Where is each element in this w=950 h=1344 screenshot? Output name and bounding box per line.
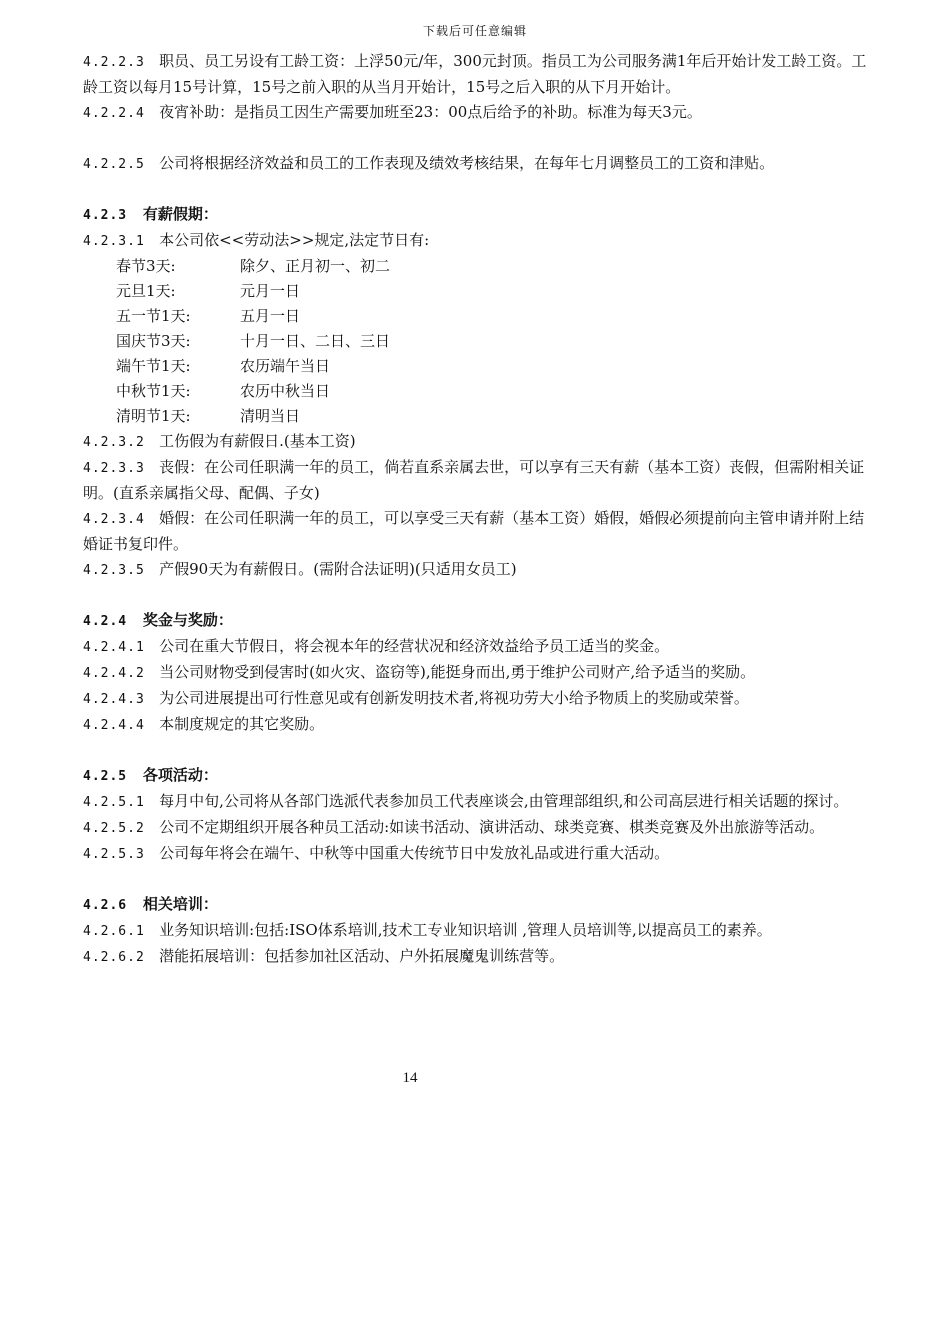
section-title: 相关培训：: [142, 895, 218, 913]
holiday-name: 国庆节3天:: [116, 332, 191, 350]
section-heading-4-2-6: [83, 892, 868, 918]
holiday-date: 五月一日: [240, 307, 301, 325]
clause-number: 4.2.3.2: [83, 435, 145, 450]
spacer: [83, 177, 868, 202]
holiday-row: [116, 404, 868, 429]
clause-number: 4.2.6.2: [83, 950, 145, 965]
clause-text: 业务知识培训:包括:ISO体系培训,技术工专业知识培训 ,管理人员培训等,以提高员工的素养。: [159, 921, 772, 939]
clause-4-2-2-5: [83, 151, 868, 177]
holiday-row: [116, 329, 868, 354]
clause-4-2-4-2: [83, 660, 868, 686]
clause-text: 本公司依<<劳动法>>规定,法定节日有:: [159, 231, 430, 249]
clause-4-2-2-3: [83, 49, 868, 100]
clause-number: 4.2.2.3: [83, 55, 145, 70]
holiday-row: [116, 379, 868, 404]
section-number: 4.2.4: [83, 614, 128, 629]
clause-4-2-4-4: [83, 712, 868, 738]
clause-text: 公司在重大节假日，将会视本年的经营状况和经济效益给予员工适当的奖金。: [159, 637, 670, 655]
clause-number: 4.2.6.1: [83, 924, 145, 939]
clause-number: 4.2.3.5: [83, 563, 145, 578]
section-title: 有薪假期：: [142, 205, 218, 223]
clause-4-2-6-1: [83, 918, 868, 944]
clause-number: 4.2.4.3: [83, 692, 145, 707]
section-number: 4.2.3: [83, 208, 128, 223]
clause-text: 公司每年将会在端午、中秋等中国重大传统节日中发放礼品或进行重大活动。: [159, 844, 670, 862]
holiday-name: 清明节1天:: [116, 407, 191, 425]
clause-text: 当公司财物受到侵害时(如火灾、盗窃等),能挺身而出,勇于维护公司财产,给予适当的奖励。: [159, 663, 756, 681]
holiday-name: 端午节1天:: [116, 357, 191, 375]
holiday-name: 五一节1天:: [116, 307, 191, 325]
clause-4-2-3-5: [83, 557, 868, 583]
holiday-name: 春节3天:: [116, 257, 176, 275]
spacer: [83, 738, 868, 763]
section-number: 4.2.6: [83, 898, 128, 913]
clause-4-2-5-1: [83, 789, 868, 815]
clause-number: 4.2.5.3: [83, 847, 145, 862]
section-heading-4-2-3: [83, 202, 868, 228]
holiday-date: 清明当日: [240, 407, 301, 425]
clause-number: 4.2.4.2: [83, 666, 145, 681]
clause-text: 丧假：在公司任职满一年的员工，倘若直系亲属去世，可以享有三天有薪（基本工资）丧假，但需附相关证明。(直系亲属指父母、配偶、子女): [83, 458, 865, 502]
clause-number: 4.2.4.1: [83, 640, 145, 655]
clause-number: 4.2.2.4: [83, 106, 145, 121]
spacer: [83, 583, 868, 608]
clause-4-2-2-4: [83, 100, 868, 126]
holiday-date: 十月一日、二日、三日: [240, 332, 391, 350]
spacer: [83, 867, 868, 892]
clause-text: 每月中旬,公司将从各部门选派代表参加员工代表座谈会,由管理部组织,和公司高层进行相关话题的探讨。: [159, 792, 849, 810]
clause-number: 4.2.4.4: [83, 718, 145, 733]
spacer: [83, 126, 868, 151]
clause-4-2-6-2: [83, 944, 868, 970]
clause-number: 4.2.3.1: [83, 234, 145, 249]
clause-text: 工伤假为有薪假日.(基本工资): [159, 432, 356, 450]
section-title: 各项活动：: [142, 766, 218, 784]
holiday-date: 农历中秋当日: [240, 382, 331, 400]
clause-4-2-3-3: [83, 455, 868, 506]
section-number: 4.2.5: [83, 769, 128, 784]
section-heading-4-2-5: [83, 763, 868, 789]
clause-4-2-3-2: [83, 429, 868, 455]
holiday-row: [116, 354, 868, 379]
clause-text: 为公司进展提出可行性意见或有创新发明技术者,将视功劳大小给予物质上的奖励或荣誉。: [159, 689, 749, 707]
page-header: 下载后可任意编辑: [422, 24, 527, 38]
section-title: 奖金与奖励：: [142, 611, 233, 629]
holiday-date: 农历端午当日: [240, 357, 331, 375]
clause-4-2-4-1: [83, 634, 868, 660]
clause-4-2-4-3: [83, 686, 868, 712]
clause-4-2-5-3: [83, 841, 868, 867]
page-number: 14: [402, 1070, 418, 1086]
clause-number: 4.2.3.4: [83, 512, 145, 527]
clause-number: 4.2.5.2: [83, 821, 145, 836]
clause-text: 产假90天为有薪假日。(需附合法证明)(只适用女员工): [159, 560, 517, 578]
document-body: [83, 49, 868, 970]
holiday-row: [116, 279, 868, 304]
clause-text: 公司将根据经济效益和员工的工作表现及绩效考核结果，在每年七月调整员工的工资和津贴。: [159, 154, 775, 172]
clause-text: 公司不定期组织开展各种员工活动:如读书活动、演讲活动、球类竞赛、棋类竞赛及外出旅游等活动。: [159, 818, 825, 836]
clause-text: 本制度规定的其它奖励。: [159, 715, 325, 733]
clause-4-2-3-4: [83, 506, 868, 557]
clause-number: 4.2.3.3: [83, 461, 145, 476]
holiday-name: 中秋节1天:: [116, 382, 191, 400]
section-heading-4-2-4: [83, 608, 868, 634]
clause-text: 夜宵补助：是指员工因生产需要加班至23：00点后给予的补助。标准为每天3元。: [159, 103, 702, 121]
holiday-row: [116, 304, 868, 329]
clause-text: 潜能拓展培训：包括参加社区活动、户外拓展魔鬼训练营等。: [159, 947, 565, 965]
clause-text: 婚假：在公司任职满一年的员工，可以享受三天有薪（基本工资）婚假，婚假必须提前向主管申请并附上结婚证书复印件。: [83, 509, 865, 553]
clause-4-2-5-2: [83, 815, 868, 841]
clause-4-2-3-1: [83, 228, 868, 254]
clause-number: 4.2.5.1: [83, 795, 145, 810]
holiday-date: 元月一日: [240, 282, 301, 300]
holiday-date: 除夕、正月初一、初二: [240, 257, 391, 275]
clause-number: 4.2.2.5: [83, 157, 145, 172]
clause-text: 职员、员工另设有工龄工资：上浮50元/年，300元封顶。指员工为公司服务满1年后开始计发工龄工资。工龄工资以每月15号计算，15号之前入职的从当月开始计，15号之后入职的从下月开始计。: [83, 52, 867, 96]
holiday-name: 元旦1天:: [116, 282, 176, 300]
holiday-row: [116, 254, 868, 279]
